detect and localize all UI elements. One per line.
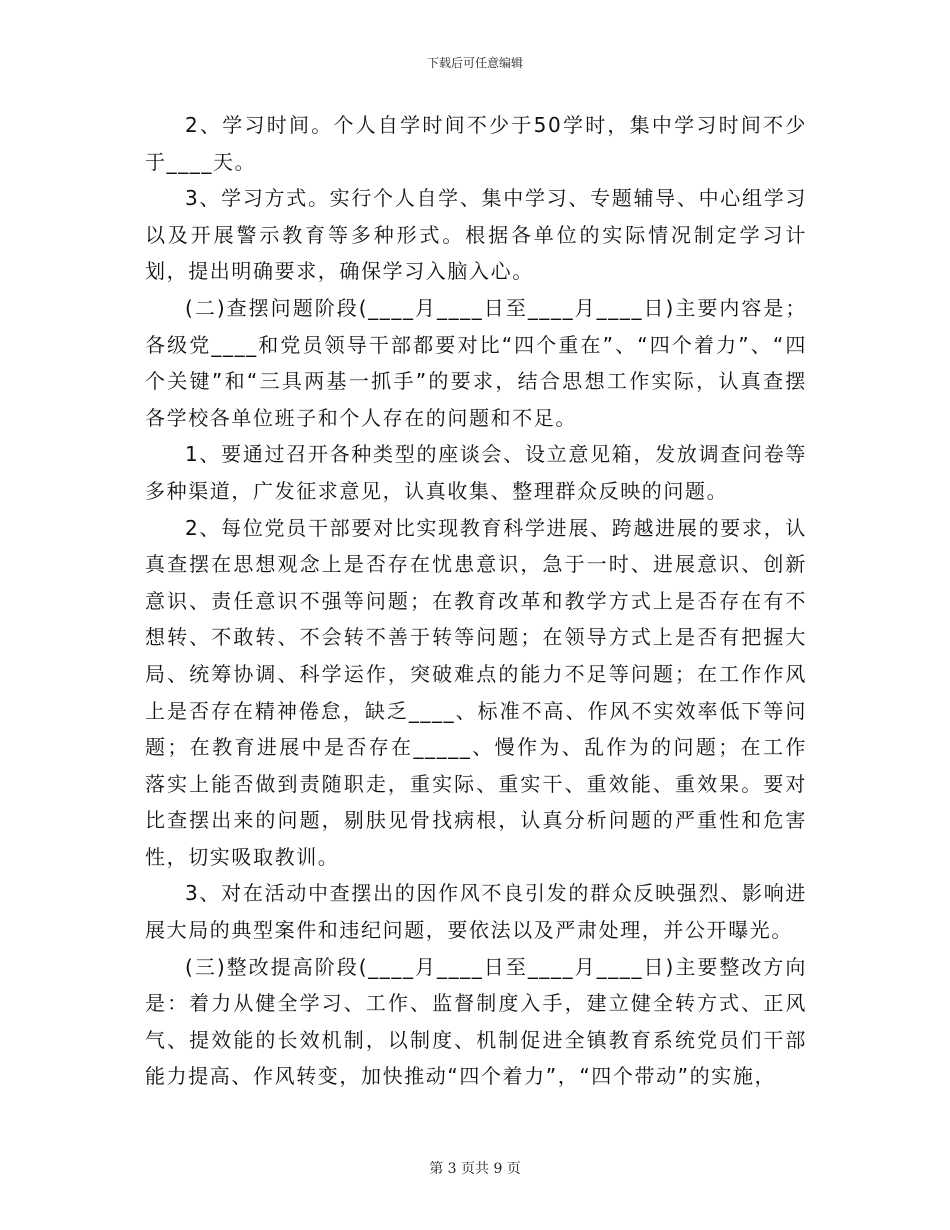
paragraph-study-method: 3、学习方式。实行个人自学、集中学习、专题辅导、中心组学习以及开展警示教育等多种形式。根据各单位的实际情况制定学习计划，提出明确要求，确保学习入脑入心。 — [145, 186, 807, 284]
paragraph-study-time: 2、学习时间。个人自学时间不少于50学时，集中学习时间不少于____天。 — [145, 113, 807, 174]
page-header: 下载后可任意编辑 — [426, 56, 523, 70]
page-footer: 第 3 页共 9 页 — [429, 1161, 521, 1177]
paragraph-item-2: 2、每位党员干部要对比实现教育科学进展、跨越进展的要求，认真查摆在思想观念上是否存在忧患意识，急于一时、进展意识、创新意识、责任意识不强等问题；在教育改革和教学方式上是否存在有不想转、不敢转、不会转不善于转等问题；在领导方式上是否有把握大局、统筹协调、科学运作，突破难点的能力不足等问题；在工作作风上是否存在精神倦怠，缺乏____、标准不高、作风不实效率低下等问题；在教育进展中是否存在_____、慢作为、乱作为的问题；在工作落实上能否做到责随职走，重实际、重实干、重效能、重效果。要对比查摆出来的问题，剔肤见骨找病根，认真分析问题的严重性和危害性，切实吸取教训。 — [145, 515, 807, 869]
paragraph-stage-three: (三)整改提高阶段(____月____日至____月____日)主要整改方向是：着力从健全学习、工作、监督制度入手，建立健全转方式、正风气、提效能的长效机制，以制度、机制促进全镇教育系统党员们干部能力提高、作风转变，加快推动“四个着力”，“四个带动”的实施， — [145, 954, 807, 1089]
paragraph-stage-two: (二)查摆问题阶段(____月____日至____月____日)主要内容是；各级党____和党员领导干部都要对比“四个重在”、“四个着力”、“四个关键”和“三具两基一抓手”的要求，结合思想工作实际，认真查摆各学校各单位班子和个人存在的问题和不足。 — [145, 295, 807, 430]
document-body — [145, 107, 807, 1095]
paragraph-item-1: 1、要通过召开各种类型的座谈会、设立意见箱，发放调查问卷等多种渠道，广发征求意见，认真收集、整理群众反映的问题。 — [145, 442, 807, 503]
paragraph-item-3: 3、对在活动中查摆出的因作风不良引发的群众反映强烈、影响进展大局的典型案件和违纪问题，要依法以及严肃处理，并公开曝光。 — [145, 881, 807, 943]
